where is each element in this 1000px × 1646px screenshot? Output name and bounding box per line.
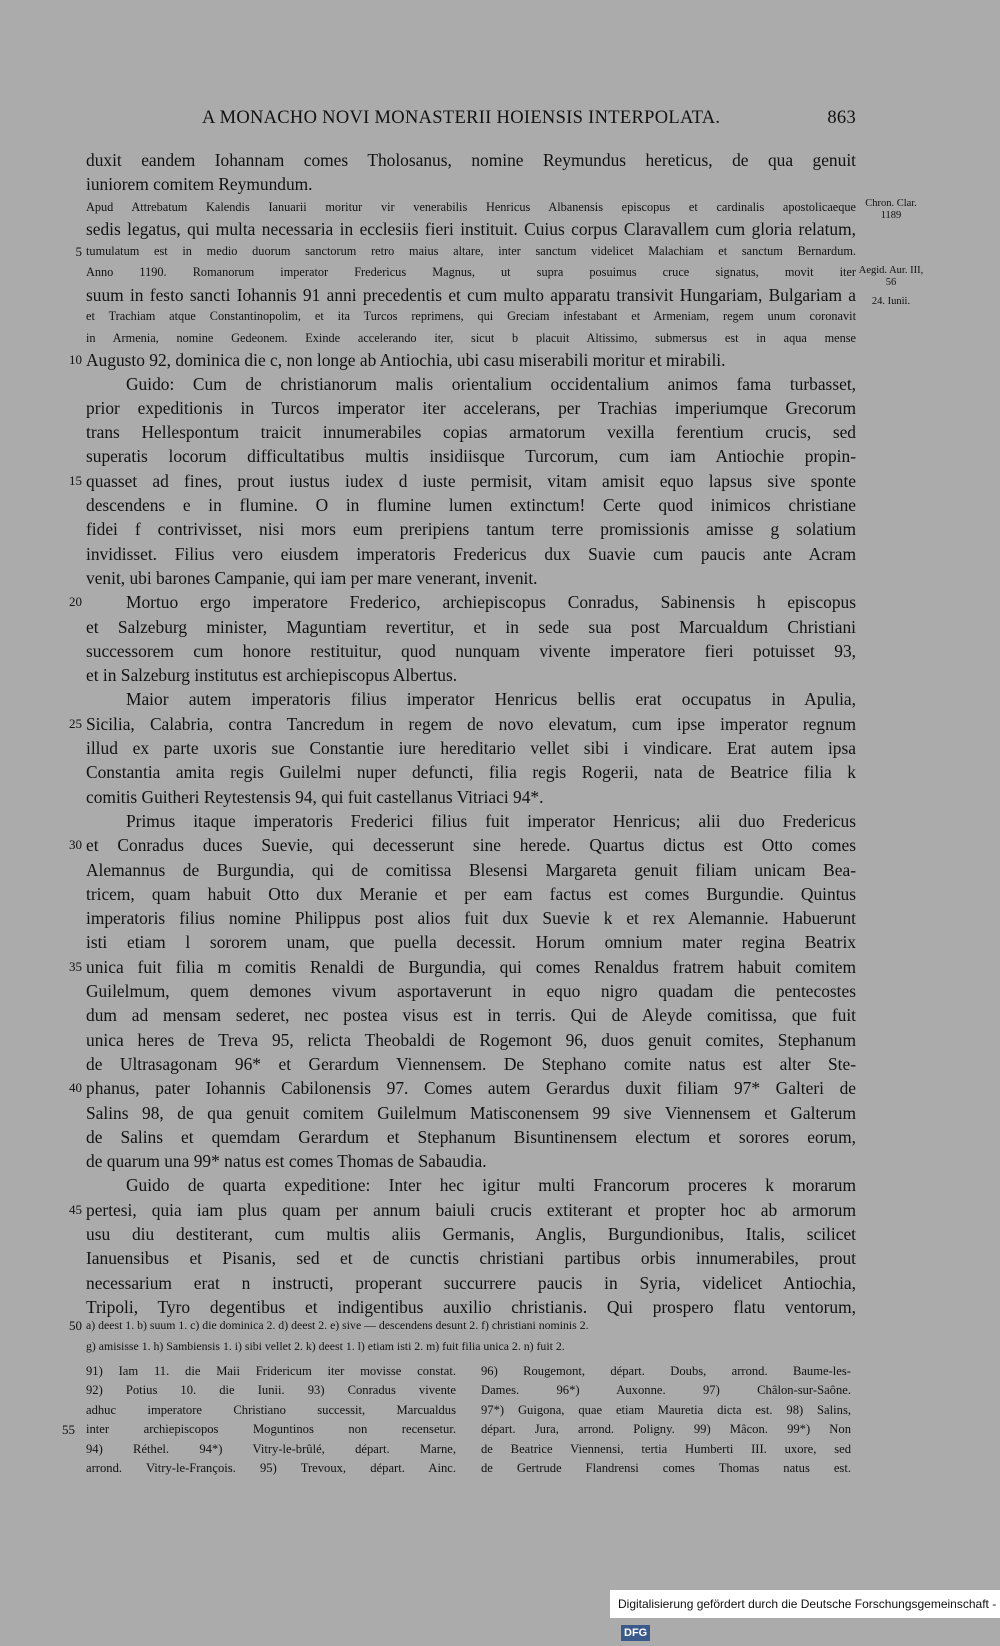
text-line	[86, 736, 856, 760]
running-title: A MONACHO NOVI MONASTERII HOIENSIS INTERPOLATA.	[202, 108, 721, 128]
line-text: Constantia amita regis Guilelmi nuper defuncti, filia regis Rogerii, nata de Beatrice filia k	[86, 762, 856, 783]
line-text: sedis legatus, qui multa necessaria in ecclesiis fieri instituit. Cuius corpus Claravallem cum gloria relatum,	[86, 219, 856, 240]
line-text: necessarium erat n instructi, properant succurrere paucis in Syria, videlicet Antiochia,	[86, 1272, 856, 1293]
line-text: Maior autem imperatoris filius imperator Henricus bellis erat occupatus in Apulia,	[126, 689, 856, 710]
apparatus-text: a) deest 1. b) suum 1. c) die dominica 2. d) deest 2. e) sive — descendens desunt 2. f) christiani nominis 2.	[86, 1318, 589, 1332]
text-line	[86, 760, 856, 784]
text-line	[69, 833, 856, 857]
footnote-text: 97*) Guigona, quae etiam Mauretia dicta est. 98) Salins,	[481, 1402, 851, 1417]
text-line	[86, 396, 856, 420]
text-line	[86, 1125, 856, 1149]
text-line	[69, 1076, 856, 1100]
line-number: 35	[69, 958, 82, 974]
line-text: isti etiam l sororem unam, que puella decessit. Horum omnium mater regina Beatrix	[86, 932, 856, 953]
line-text: Anno 1190. Romanorum imperator Fredericus Magnus, ut supra posuimus cruce signatus, movit iter	[86, 265, 856, 280]
line-text: Guilelmum, quem demones vivum asportaverunt in equo nigro quadam die pentecostes	[86, 981, 856, 1002]
footnote-line	[481, 1362, 851, 1381]
line-text: de Salins et quemdam Gerardum et Stephanum Bisuntinensem electum et sorores eorum,	[86, 1126, 856, 1147]
footnote-text: de Beatrice Viennensi, tertia Humberti III. uxore, sed	[481, 1441, 851, 1456]
text-line	[86, 328, 856, 350]
line-text: suum in festo sancti Iohannis 91 anni precedentis et cum multo apparatu transivit Hungariam, Bulgariam a	[86, 284, 856, 305]
text-line	[69, 955, 856, 979]
line-text: et Conradus duces Suevie, qui decesserunt sine herede. Quartus dictus est Otto comes	[86, 835, 856, 856]
apparatus-text: g) amisisse 1. h) Sambiensis 1. i) sibi vellet 2. k) deest 1. l) etiam isti 2. m) fuit filia unica 2. n) fuit 2.	[86, 1339, 565, 1353]
critical-apparatus	[69, 1315, 856, 1357]
text-line	[86, 1271, 856, 1295]
text-line	[86, 882, 856, 906]
line-number: 5	[75, 243, 82, 259]
sidenote-aegid-aur: Aegid. Aur. III, 56	[858, 265, 924, 288]
line-text: Sicilia, Calabria, contra Tancredum in regem de novo elevatum, cum ipse imperator regnum	[86, 713, 856, 734]
footnotes-left-column	[62, 1362, 456, 1478]
footnote-line	[481, 1420, 851, 1439]
line-text: unica heres de Treva 95, relicta Theobaldi de Rogemont 96, duos genuit comites, Stephanum	[86, 1029, 856, 1050]
line-text: usu diu destiterant, cum multis aliis Germanis, Anglis, Burgundionibus, Italis, scilicet	[86, 1223, 856, 1244]
line-text: superatis locorum difficultatibus multis insidiisque Turcorum, cum iam Antiochie propin-	[86, 446, 856, 467]
running-header	[86, 108, 856, 136]
footnote-text: arrond. Vitry-le-François. 95) Trevoux, départ. Ainc.	[86, 1460, 456, 1475]
line-text: de quarum una 99* natus est comes Thomas de Sabaudia.	[86, 1151, 487, 1172]
line-number: 10	[69, 352, 82, 368]
text-line	[86, 566, 856, 590]
text-line	[86, 809, 856, 833]
line-text: iuniorem comitem Reymundum.	[86, 174, 313, 195]
text-line	[86, 262, 856, 284]
line-text: et Salzeburg minister, Maguntiam revertitur, et in sede sua post Marcualdum Christiani	[86, 616, 856, 637]
footnote-text: inter archiepiscopos Moguntinos non recensetur.	[86, 1422, 456, 1437]
footnote-text: Dames. 96*) Auxonne. 97) Châlon-sur-Saône.	[481, 1383, 851, 1398]
footnote-line	[481, 1381, 851, 1400]
footnote-text: 94) Réthel. 94*) Vitry-le-brûlé, départ. Marne,	[86, 1441, 456, 1456]
text-line	[86, 1173, 856, 1197]
line-number: 40	[69, 1080, 82, 1096]
footnote-line	[62, 1420, 456, 1439]
line-text: trans Hellespontum traicit innumerabiles copias armatorum vexilla ferentium crucis, sed	[86, 422, 856, 443]
sidenote-date: 24. Iunii.	[871, 296, 911, 307]
line-text: dum ad mensam sederet, nec postea visus est in terris. Qui de Aleyde comitissa, que fuit	[86, 1005, 856, 1026]
line-text: Primus itaque imperatoris Frederici filius fuit imperator Henricus; alii duo Fredericus	[126, 810, 856, 831]
text-line	[86, 639, 856, 663]
line-text: de Ultrasagonam 96* et Gerardum Viennensem. De Stephano comite natus est alter Ste-	[86, 1053, 856, 1074]
line-number: 55	[62, 1422, 75, 1438]
text-line	[86, 687, 856, 711]
text-line	[86, 1246, 856, 1270]
footnote-text: 96) Rougemont, départ. Doubs, arrond. Baume-les-	[481, 1364, 851, 1378]
text-line	[86, 930, 856, 954]
line-text: fidei f contrivisset, nisi mors eum preripiens tantum terre promissionis amisse g solatium	[86, 519, 856, 540]
digitization-footer	[610, 1590, 1000, 1639]
line-number: 50	[69, 1318, 82, 1333]
line-text: Guido: Cum de christianorum malis orientalium occidentalium animos fama turbasset,	[126, 373, 856, 394]
footnote-line	[86, 1362, 456, 1381]
text-line	[86, 1003, 856, 1027]
line-text: Alemannus de Burgundia, qui de comitissa Blesensi Margareta genuit filiam unicam Bea-	[86, 859, 856, 880]
line-number: 30	[69, 837, 82, 853]
text-line	[86, 979, 856, 1003]
line-text: comitis Guitheri Reytestensis 94, qui fuit castellanus Vitriaci 94*.	[86, 786, 544, 807]
line-text: Apud Attrebatum Kalendis Ianuarii moritur vir venerabilis Henricus Albanensis episcopus et cardinalis apostolicaeque	[86, 199, 856, 214]
text-line	[86, 197, 856, 219]
text-line	[86, 306, 856, 328]
footnote-text: départ. Jura, arrond. Poligny. 99) Mâcon. 99*) Non	[481, 1422, 851, 1437]
text-line	[86, 1101, 856, 1125]
text-line	[86, 858, 856, 882]
text-line	[69, 349, 856, 372]
text-line	[86, 615, 856, 639]
line-number: 25	[69, 715, 82, 731]
line-text: tricem, quam habuit Otto dux Meranie et per eam factus est comes Burgundie. Quintus	[86, 883, 856, 904]
line-text: duxit eandem Iohannam comes Tholosanus, nomine Reymundus hereticus, de qua genuit	[86, 150, 856, 170]
text-line	[86, 1028, 856, 1052]
text-line	[69, 590, 856, 614]
line-text: et in Salzeburg institutus est archiepiscopus Albertus.	[86, 665, 458, 686]
line-text: invidisset. Filius vero eiusdem imperatoris Fredericus dux Suavie cum paucis ante Acram	[86, 543, 856, 564]
line-number: 20	[69, 594, 82, 610]
text-line	[86, 517, 856, 541]
line-number: 15	[69, 472, 82, 488]
footnote-line	[481, 1440, 851, 1459]
line-text: successorem cum honore restituitur, quod nunquam vivente imperatore fieri potuisset 93,	[86, 640, 856, 661]
sidenote-chron-clar: Chron. Clar. 1189	[865, 198, 917, 221]
line-text: prior expeditionis in Turcos imperator iter accelerans, per Trachias imperiumque Grecorum	[86, 397, 856, 418]
footnote-text: 92) Potius 10. die Iunii. 93) Conradus vivente	[86, 1383, 456, 1398]
footnote-line	[86, 1459, 456, 1478]
line-text: Mortuo ergo imperatore Frederico, archiepiscopus Conradus, Sabinensis h episcopus	[126, 592, 856, 613]
line-text: Augusto 92, dominica die c, non longe ab Antiochia, ubi casu miserabili moritur et mirabili.	[86, 350, 726, 371]
line-text: et Trachiam atque Constantinopolim, et ita Turcos reprimens, qui Greciam infestabant et Armeniam, regem unum coronavit	[86, 309, 856, 324]
main-text	[69, 148, 856, 1319]
text-line	[75, 241, 856, 263]
footnote-text: de Gertrude Flandrensi comes Thomas natus est.	[481, 1460, 851, 1475]
line-text: Ianuensibus et Pisanis, sed et de cunctis christiani partibus orbis innumerabiles, prout	[86, 1248, 856, 1269]
footnotes-right-column	[481, 1362, 851, 1478]
text-line	[86, 785, 856, 809]
footnote-line	[481, 1401, 851, 1420]
apparatus-line	[69, 1315, 856, 1336]
text-line	[86, 493, 856, 517]
text-line	[86, 1149, 856, 1173]
text-line	[86, 663, 856, 687]
footnote-line	[86, 1381, 456, 1400]
line-text: pertesi, quia iam plus quam per annum baiuli crucis extiterant et propter hoc ab armorum	[86, 1199, 856, 1220]
footnote-line	[481, 1459, 851, 1478]
text-line	[86, 372, 856, 396]
footnote-text: adhuc imperatore Christiano successit, Marcualdus	[86, 1402, 456, 1417]
line-text: in Armenia, nomine Gedeonem. Exinde accelerando iter, sicut b placuit Altissimo, submersus est in aqua mense	[86, 330, 856, 345]
line-number: 45	[69, 1201, 82, 1217]
text-line	[69, 1198, 856, 1222]
page-number: 863	[827, 108, 856, 128]
text-line	[86, 284, 856, 307]
text-line	[86, 1222, 856, 1246]
text-line	[86, 218, 856, 241]
line-text: Salins 98, de qua genuit comitem Guilelmum Matisconensem 99 sive Viennensem et Galterum	[86, 1102, 856, 1123]
text-line	[86, 420, 856, 444]
text-line	[86, 148, 856, 172]
footnote-text: 91) Iam 11. die Maii Fridericum iter movisse constat.	[86, 1364, 456, 1378]
text-line	[86, 542, 856, 566]
text-line	[86, 172, 856, 196]
text-line	[69, 712, 856, 736]
funding-text: Digitalisierung gefördert durch die Deutsche Forschungsgemeinschaft -	[618, 1597, 997, 1611]
footnote-line	[86, 1440, 456, 1459]
line-text: venit, ubi barones Campanie, qui iam per mare venerant, invenit.	[86, 567, 538, 588]
footnote-line	[86, 1401, 456, 1420]
text-line	[86, 1052, 856, 1076]
line-text: unica fuit filia m comitis Renaldi de Burgundia, qui comes Renaldus fratrem habuit comitem	[86, 956, 856, 977]
line-text: descendens e in flumine. O in flumine lumen extinctum! Certe quod inimicos christiane	[86, 495, 856, 516]
line-text: tumulatum est in medio duorum sanctorum retro maius altare, inter sanctum videlicet Malachiam et sanctum Bernardum.	[86, 243, 856, 258]
dfg-logo: DFG	[621, 1625, 650, 1641]
line-text: imperatoris filius nomine Philippus post alios fuit dux Suevie k et rex Alemannie. Habuerunt	[86, 908, 856, 929]
text-line	[86, 906, 856, 930]
line-text: Guido de quarta expeditione: Inter hec igitur multi Francorum proceres k morarum	[126, 1175, 856, 1196]
line-text: phanus, pater Iohannis Cabilonensis 97. Comes autem Gerardus duxit filiam 97* Galteri de	[86, 1078, 856, 1099]
line-text: illud ex parte uxoris sue Constantie iure hereditario vellet sibi i vindicare. Erat autem ipsa	[86, 738, 856, 759]
line-text: quasset ad fines, prout iustus iudex d iuste permisit, vitam amisit equo lapsus sive sponte	[86, 470, 856, 491]
apparatus-line	[86, 1336, 856, 1357]
text-line	[69, 469, 856, 493]
text-line	[86, 444, 856, 468]
line-text: Tripoli, Tyro degentibus et indigentibus auxilio christianis. Qui prospero flatu ventorum,	[86, 1296, 856, 1317]
